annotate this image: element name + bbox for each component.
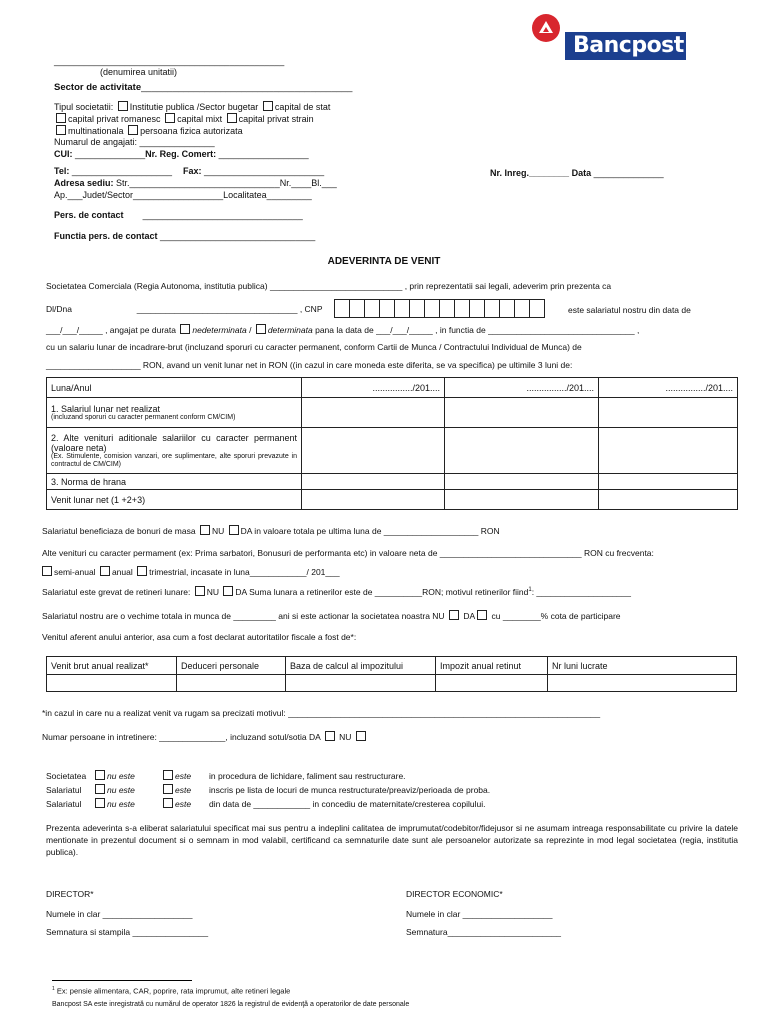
intretinere-row xyxy=(42,731,368,742)
table-row xyxy=(47,474,738,490)
body-line-1 xyxy=(46,281,611,291)
este-checkbox[interactable] xyxy=(163,798,173,808)
venit-anterior-text: Venitul aferent anului anterior, asa cum a fost declarat autoritatilor fiscale a fost de*: xyxy=(42,632,357,642)
tip-societate-row-1 xyxy=(54,101,330,112)
operator-note: Bancpost SA este inregistrată cu numărul de operator 1826 la registrul de evidenţă a operatorilor de date personale xyxy=(52,1001,410,1008)
economic-semnatura-line[interactable]: Semnatura________________________ xyxy=(406,927,562,937)
body-line-4: cu un salariu lunar de incadrare-brut (incluzand sporuri cu caracter permanent, conform Cartii de Munca / Contractului Individual de Munca) de xyxy=(46,342,582,352)
cnp-digit-box[interactable] xyxy=(424,299,440,318)
table-cell[interactable] xyxy=(302,428,445,474)
angajati-field[interactable]: Numarul de angajati: _______________ xyxy=(54,137,215,147)
alte-venituri-text[interactable]: Alte venituri cu caracter permament (ex: Prima sarbatori, Bonusuri de performanta etc) in valoare neta de ______________________________ RON cu frecventa: xyxy=(42,548,654,558)
table-cell[interactable] xyxy=(302,398,445,428)
functia-line[interactable]: _______________________________ xyxy=(160,231,316,241)
director-nume-line[interactable]: Numele in clar ___________________ xyxy=(46,909,193,919)
semi-anual-label: semi-anual xyxy=(54,567,96,577)
societate-text: Societatea Comerciala (Regia Autonoma, institutia publica) xyxy=(46,281,268,291)
sot-da-checkbox[interactable] xyxy=(325,731,335,741)
dl-dna-label: Dl/Dna xyxy=(46,304,72,314)
bonuri-da-checkbox[interactable] xyxy=(229,525,239,535)
bonuri-nu-checkbox[interactable] xyxy=(200,525,210,535)
contact-line[interactable]: ________________________________ xyxy=(142,210,303,220)
row-sublabel: (Ex. Stimulente, comision vanzari, ore suplimentare, alte sporuri prevazute in contractul de CM/CIM) xyxy=(51,452,297,468)
multinationala-checkbox[interactable] xyxy=(56,125,66,135)
nu-este-label: nu este xyxy=(107,785,135,795)
sector-line[interactable]: ________________________________________ xyxy=(141,82,353,93)
tel-line[interactable]: ____________________ xyxy=(69,166,172,176)
retineri-nu-label: NU xyxy=(206,587,220,597)
table-cell[interactable] xyxy=(599,428,738,474)
este-label: este xyxy=(175,771,192,781)
declaratie-paragraph: Prezenta adeverinta s-a eliberat salariatului specificat mai sus pentru a indeplini calitatea de imprumutat/codebitor/fidejusor si ne asumam intreaga responsabilitate cu privire la datele mentionate in prezentul document si o semnam in mod valabil, certificand ca semnaturile date sunt ale persoanelor autorizate sa reprezinte in mod legal societatea (regia, institutia publica). xyxy=(46,823,738,857)
row-label-venit-net: Venit lunar net (1 +2+3) xyxy=(47,490,302,510)
contact-row xyxy=(54,210,303,220)
footnote-ref: 1 xyxy=(528,587,532,594)
motiv-line[interactable]: *in cazul in care nu a realizat venit va rugam sa precizati motivul: __________________________________________________________________ xyxy=(42,708,601,718)
table-cell[interactable] xyxy=(599,490,738,510)
salariat-din-data: este salariatul nostru din data de xyxy=(568,305,691,315)
functia-label: Functia pers. de contact xyxy=(54,231,158,241)
footnote-text: Ex: pensie alimentara, CAR, poprire, rata imprumut, alte retineri legale xyxy=(54,986,291,996)
cui-regcom-row xyxy=(54,149,309,159)
tax-table xyxy=(46,656,737,692)
stat-checkbox[interactable] xyxy=(263,101,273,111)
contact-label: Pers. de contact xyxy=(54,210,124,220)
mixt-checkbox[interactable] xyxy=(165,113,175,123)
data-line[interactable]: ______________ xyxy=(591,168,664,178)
trimestrial-label[interactable]: trimestrial, incasate in luna____________/ 201___ xyxy=(149,567,340,577)
bonuri-text: Salariatul beneficiaza de bonuri de masa xyxy=(42,526,196,536)
table-cell[interactable] xyxy=(445,490,599,510)
sector-label: Sector de activitate xyxy=(54,82,142,93)
nu-este-label: nu este xyxy=(107,799,135,809)
footnote-number: 1 xyxy=(52,986,55,992)
sector-field[interactable] xyxy=(54,82,352,93)
status-subject: Salariatul xyxy=(46,785,82,795)
table-row xyxy=(47,398,738,428)
nu-este-label: nu este xyxy=(107,771,135,781)
tel-label: Tel: xyxy=(54,166,70,176)
header-month-1[interactable]: ................/201.... xyxy=(302,378,445,398)
sot-nu-label: NU xyxy=(339,732,352,742)
regcom-line[interactable]: __________________ xyxy=(216,149,309,159)
tel-fax-row xyxy=(54,166,324,176)
cui-label: CUI: xyxy=(54,149,73,159)
table-cell[interactable] xyxy=(177,675,286,692)
multinationala-label: multinationala xyxy=(68,126,124,136)
actionar-nu-checkbox[interactable] xyxy=(449,610,459,620)
angajat-date[interactable]: ___/___/_____ , angajat pe durata xyxy=(46,325,176,335)
stat-label: capital de stat xyxy=(274,102,331,112)
bonuri-row xyxy=(42,525,500,536)
body-line-2 xyxy=(46,304,323,314)
table-cell[interactable] xyxy=(445,398,599,428)
header-deduceri: Deduceri personale xyxy=(177,657,286,675)
table-row xyxy=(47,675,737,692)
vechime-text[interactable]: Salariatul nostru are o vechime totala in munca de _________ ani si este actionar la societatea noastra NU xyxy=(42,611,445,621)
nu-este-checkbox[interactable] xyxy=(95,784,105,794)
tax-table-header xyxy=(47,657,737,675)
actionar-da-checkbox[interactable] xyxy=(477,610,487,620)
privat-strain-label: capital privat strain xyxy=(238,114,314,124)
retineri-row xyxy=(42,586,631,597)
nr-inreg-field[interactable]: Nr. Inreg.________ xyxy=(490,168,570,178)
pfa-checkbox[interactable] xyxy=(128,125,138,135)
este-checkbox[interactable] xyxy=(163,784,173,794)
adresa-line-2[interactable]: Ap.___Judet/Sector__________________Localitatea_________ xyxy=(54,190,312,200)
body-line-3 xyxy=(46,324,639,335)
retineri-suma-line[interactable]: Suma lunara a retinerilor este de __________RON; motivul retinerilor fiind xyxy=(249,587,529,597)
table-cell[interactable] xyxy=(599,398,738,428)
anual-label: anual xyxy=(111,567,133,577)
cnp-digit-box[interactable] xyxy=(484,299,500,318)
cnp-digit-box[interactable] xyxy=(364,299,380,318)
table-cell[interactable] xyxy=(445,474,599,490)
table-cell[interactable] xyxy=(302,490,445,510)
tip-label: Tipul societatii: xyxy=(54,102,114,112)
fax-label: Fax: xyxy=(182,166,202,176)
footnote-divider xyxy=(52,980,192,981)
fax-line[interactable]: ________________________ xyxy=(201,166,325,176)
determinata-checkbox[interactable] xyxy=(256,324,266,334)
header-luna-anul: Luna/Anul xyxy=(47,378,302,398)
status-row-societate xyxy=(46,770,406,781)
cnp-digit-box[interactable] xyxy=(439,299,455,318)
status-subject: Societatea xyxy=(46,771,87,781)
table-cell[interactable] xyxy=(599,474,738,490)
table-cell[interactable] xyxy=(445,428,599,474)
anual-checkbox[interactable] xyxy=(100,566,110,576)
privat-ro-checkbox[interactable] xyxy=(56,113,66,123)
functie-line[interactable]: pana la data de ___/___/_____ , in functia de _______________________________ , xyxy=(315,325,640,335)
body-line-5: ____________________ RON, avand un venit lunar net in RON ((in cazul in care moneda este diferita, se va specifica) pe ultimile 3 luni de: xyxy=(46,360,573,370)
status-row-concediu xyxy=(46,798,485,809)
table-cell[interactable] xyxy=(302,474,445,490)
status-description[interactable]: din data de ____________ in concediu de maternitate/cresterea copilului. xyxy=(209,799,486,809)
cnp-digit-box[interactable] xyxy=(394,299,410,318)
director-title: DIRECTOR* xyxy=(46,889,94,899)
row-label-norma: 3. Norma de hrana xyxy=(47,474,302,490)
cnp-digit-box[interactable] xyxy=(514,299,530,318)
institutie-label: Institutie publica /Sector bugetar xyxy=(129,102,259,112)
retineri-motiv-line[interactable]: : ____________________ xyxy=(531,587,631,597)
row-sublabel: (incluzand sporuri cu caracter permanent conform CM/CIM) xyxy=(51,413,236,421)
row-label-alte-venituri xyxy=(47,428,302,474)
cnp-digit-box[interactable] xyxy=(454,299,470,318)
tip-societate-row-3 xyxy=(54,125,243,136)
nedeterminata-checkbox[interactable] xyxy=(180,324,190,334)
director-economic-title: DIRECTOR ECONOMIC* xyxy=(406,889,503,899)
intretinere-text[interactable]: Numar persoane in intretinere: ______________, incluzand sotul/sotia DA xyxy=(42,732,321,742)
cnp-digit-box[interactable] xyxy=(349,299,365,318)
cnp-digit-box[interactable] xyxy=(334,299,350,318)
adresa-label: Adresa sediu: xyxy=(54,178,114,188)
frecventa-row xyxy=(40,566,340,577)
header-month-2[interactable]: ................/201.... xyxy=(445,378,599,398)
tip-societate-row-2 xyxy=(54,113,314,124)
cnp-boxes[interactable] xyxy=(334,299,544,317)
privat-strain-checkbox[interactable] xyxy=(227,113,237,123)
slash: / xyxy=(249,325,252,335)
header-venit-brut: Venit brut anual realizat* xyxy=(47,657,177,675)
income-table xyxy=(46,377,738,510)
este-label: este xyxy=(175,799,192,809)
cui-line[interactable]: ______________ xyxy=(72,149,146,159)
mixt-label: capital mixt xyxy=(177,114,223,124)
cnp-digit-box[interactable] xyxy=(469,299,485,318)
table-row xyxy=(47,490,738,510)
institutie-checkbox[interactable] xyxy=(118,101,128,111)
economic-nume-line[interactable]: Numele in clar ___________________ xyxy=(406,909,553,919)
vechime-row xyxy=(42,610,621,621)
director-semnatura-line[interactable]: Semnatura si stampila ________________ xyxy=(46,927,209,937)
row-label-salariu xyxy=(47,398,302,428)
income-table-header xyxy=(47,378,738,398)
unit-name-line[interactable]: ______________________________________________ xyxy=(54,56,285,66)
status-row-lista xyxy=(46,784,490,795)
cnp-digit-box[interactable] xyxy=(499,299,515,318)
societate-line[interactable]: ____________________________ , prin reprezentatii sai legali, adeverim prin prezenta ca xyxy=(269,281,612,291)
trimestrial-checkbox[interactable] xyxy=(137,566,147,576)
cnp-digit-box[interactable] xyxy=(529,299,545,318)
nr-inreg-row xyxy=(490,168,664,178)
cota-line[interactable]: cu ________% cota de participare xyxy=(491,611,621,621)
retineri-text: Salariatul este grevat de retineri lunare: xyxy=(42,587,191,597)
header-month-3[interactable]: ................/201.... xyxy=(599,378,738,398)
nedeterminata-label: nedeterminata xyxy=(192,325,247,335)
adresa-line-1[interactable]: Str.______________________________Nr.____Bl.___ xyxy=(113,178,337,188)
data-label: Data xyxy=(571,168,592,178)
retineri-nu-checkbox[interactable] xyxy=(195,586,205,596)
document-title: ADEVERINTA DE VENIT xyxy=(327,256,441,267)
unit-name-caption: (denumirea unitatii) xyxy=(100,67,178,77)
bonuri-nu-label: NU xyxy=(211,526,225,536)
adresa-row xyxy=(54,178,337,188)
table-cell[interactable] xyxy=(548,675,737,692)
privat-ro-label: capital privat romanesc xyxy=(68,114,161,124)
pfa-label: persoana fizica autorizata xyxy=(140,126,243,136)
row-label: 2. Alte venituri aditionale salariilor cu caracter permanent (valoare neta) xyxy=(51,432,297,453)
retineri-da-label: DA xyxy=(235,587,247,597)
nu-este-checkbox[interactable] xyxy=(95,770,105,780)
sot-nu-checkbox[interactable] xyxy=(356,731,366,741)
logo-triangle-inner xyxy=(543,27,549,32)
table-cell[interactable] xyxy=(436,675,548,692)
regcom-label: Nr. Reg. Comert: xyxy=(145,149,217,159)
row-label: 1. Salariul lunar net realizat xyxy=(51,403,161,414)
table-cell[interactable] xyxy=(47,675,177,692)
cnp-digit-box[interactable] xyxy=(379,299,395,318)
status-description: in procedura de lichidare, faliment sau restructurare. xyxy=(209,771,406,781)
header-nr-luni: Nr luni lucrate xyxy=(548,657,737,675)
header-impozit: Impozit anual retinut xyxy=(436,657,548,675)
table-cell[interactable] xyxy=(286,675,436,692)
este-checkbox[interactable] xyxy=(163,770,173,780)
retineri-da-checkbox[interactable] xyxy=(223,586,233,596)
actionar-da-label: DA xyxy=(463,611,476,621)
bancpost-logo: Bancpost xyxy=(565,32,686,60)
footnote-1 xyxy=(52,986,290,996)
este-label: este xyxy=(175,785,192,795)
status-description: inscris pe lista de locuri de munca restructurate/preaviz/perioada de proba. xyxy=(209,785,491,795)
dl-dna-line[interactable]: __________________________________ , CNP xyxy=(136,304,323,314)
header-baza-calcul: Baza de calcul al impozitului xyxy=(286,657,436,675)
determinata-label: determinata xyxy=(267,325,313,335)
semi-anual-checkbox[interactable] xyxy=(42,566,52,576)
cnp-digit-box[interactable] xyxy=(409,299,425,318)
bonuri-da-line[interactable]: DA in valoare totala pe ultima luna de ____________________ RON xyxy=(240,526,500,536)
functia-row xyxy=(54,231,315,241)
nu-este-checkbox[interactable] xyxy=(95,798,105,808)
status-subject: Salariatul xyxy=(46,799,82,809)
table-row xyxy=(47,428,738,474)
